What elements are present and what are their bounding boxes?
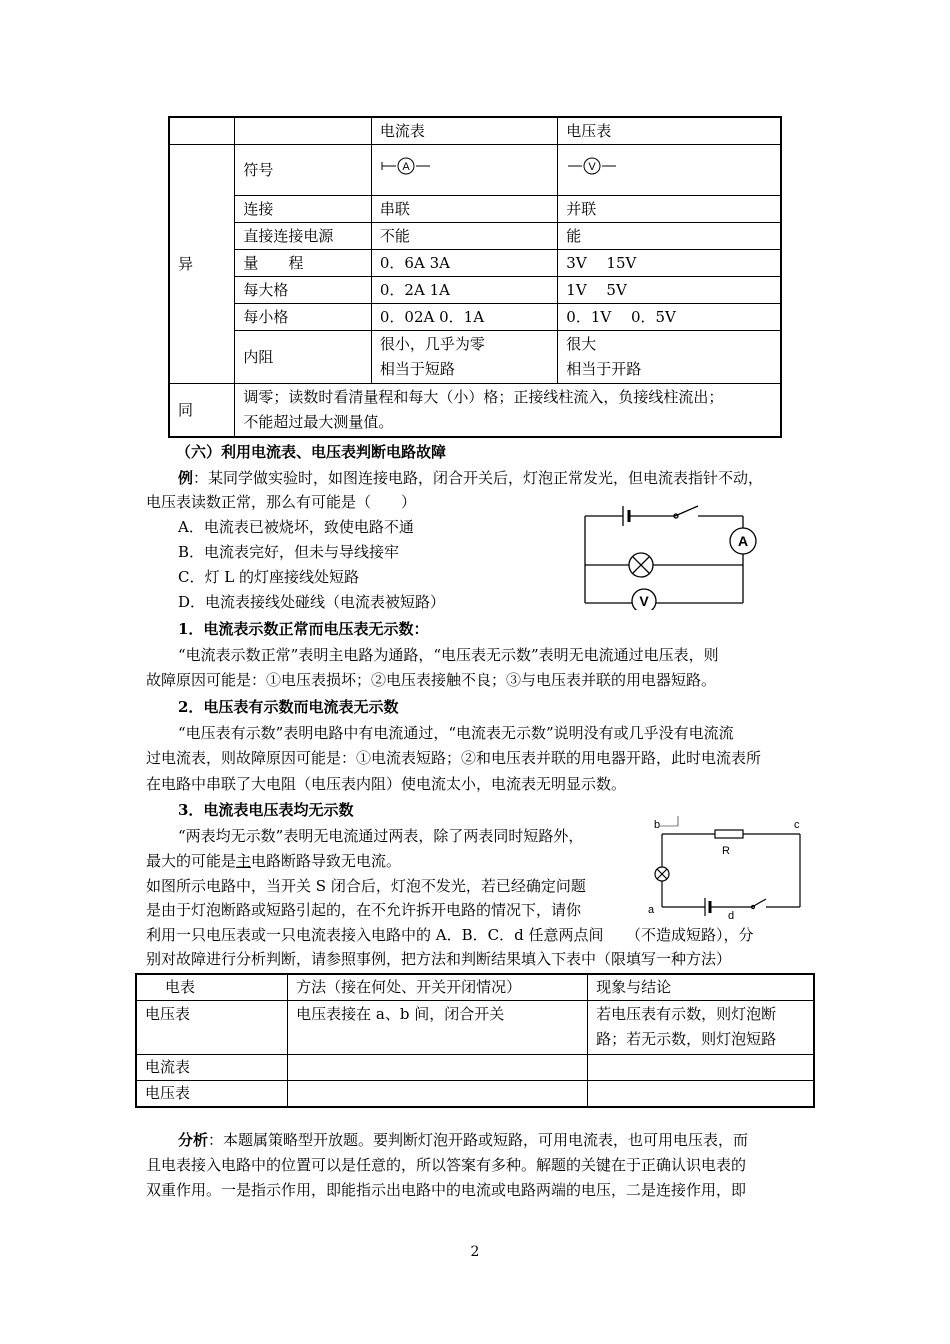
table-row <box>169 384 781 438</box>
option-a: A．电流表已被烧坏，致使电路不通 <box>178 518 414 536</box>
voltmeter-resistance-line1: 很大 <box>566 335 597 353</box>
table-row <box>169 250 781 277</box>
circuit2-label-a: a <box>648 904 655 916</box>
example-label: 例 <box>178 469 194 487</box>
ammeter-value <box>371 331 557 384</box>
header-meter: 电表 <box>136 974 288 1001</box>
point3-line-1: “两表均无示数”表明无电流通过两表，除了两表同时短路外， <box>178 827 584 845</box>
table-row <box>169 223 781 250</box>
table-row <box>169 277 781 304</box>
ammeter-value: 0．2A 1A <box>371 277 557 304</box>
voltmeter-value: 1V 5V <box>558 277 781 304</box>
table-row <box>136 1081 814 1108</box>
point2-line-2: 过电流表，则故障原因可能是：①电流表短路；②和电压表并联的用电器开路，此时电流表所 <box>146 749 762 767</box>
ammeter-value: 0．02A 0．1A <box>371 304 557 331</box>
point3-line-4: 是由于灯泡断路或短路引起的，在不允许拆开电路的情况下，请你 <box>146 901 582 919</box>
point3-line-3: 如图所示电路中，当开关 S 闭合后，灯泡不发光，若已经确定问题 <box>146 877 586 895</box>
circuit2-label-b: b <box>654 819 661 831</box>
result-cell[interactable] <box>588 1081 814 1108</box>
point3-line2-underlined: 主 <box>236 852 252 870</box>
method-cell[interactable] <box>288 1081 588 1108</box>
ammeter-value: 0．6A 3A <box>371 250 557 277</box>
circuit2-label-d: d <box>728 910 735 922</box>
meter-cell: 电流表 <box>136 1055 288 1081</box>
point3-line2-a: 最大的可能是 <box>146 852 237 870</box>
same-label: 同 <box>169 384 235 438</box>
row-label: 内阻 <box>235 331 372 384</box>
row-label: 量 程 <box>235 250 372 277</box>
point2-line-1: “电压表有示数”表明电路中有电流通过，“电流表无示数”说明没有或几乎没有电流流 <box>178 724 734 742</box>
ammeter-resistance-line2: 相当于短路 <box>379 360 455 378</box>
voltmeter-value: 0．1V 0．5V <box>558 304 781 331</box>
analysis-line-2: 且电表接入电路中的位置可以是任意的，所以答案有多种。解题的关键在于正确认识电表的 <box>146 1156 747 1174</box>
ammeter-symbol-cell <box>371 145 557 196</box>
ammeter-symbol-letter: A <box>402 161 410 173</box>
result-cell[interactable] <box>588 1055 814 1081</box>
section-title: （六）利用电流表、电压表判断电路故障 <box>176 443 447 461</box>
table-row <box>169 145 781 196</box>
voltmeter-symbol-letter: V <box>588 161 596 173</box>
example-line-1 <box>178 466 763 491</box>
result-line-2: 路；若无示数，则灯泡短路 <box>596 1030 777 1048</box>
point3-line2-b: 电路断路导致无电流。 <box>251 852 402 870</box>
circuit-diagram-2 <box>640 812 810 924</box>
option-b: B．电流表完好，但未与导线接牢 <box>178 543 400 561</box>
same-content <box>235 384 781 438</box>
voltmeter-value: 3V 15V <box>558 250 781 277</box>
point1-line-2: 故障原因可能是：①电压表损坏；②电压表接触不良；③与电压表并联的用电器短路。 <box>146 671 717 689</box>
method-cell: 电压表接在 a、b 间，闭合开关 <box>288 1001 588 1055</box>
header-result: 现象与结论 <box>588 974 814 1001</box>
fault-table <box>135 973 815 1108</box>
table-row <box>169 196 781 223</box>
voltmeter-symbol-icon <box>566 156 626 176</box>
page-number: 2 <box>470 1244 480 1260</box>
circuit1-ammeter-label: A <box>737 533 749 549</box>
voltmeter-value: 并联 <box>558 196 781 223</box>
point2-title: 2．电压表有示数而电流表无示数 <box>178 698 399 716</box>
header-method: 方法（接在何处、开关开闭情况） <box>288 974 588 1001</box>
result-cell <box>588 1001 814 1055</box>
point3-line-2 <box>146 849 401 874</box>
example-line-2: 电压表读数正常，那么有可能是（ ） <box>146 493 417 511</box>
point3-line-5: 利用一只电压表或一只电流表接入电路中的 A．B．C．d 任意两点间 （不造成短路），分 <box>146 926 754 944</box>
point1-title: 1．电流表示数正常而电压表无示数： <box>178 620 429 638</box>
voltmeter-value <box>558 331 781 384</box>
voltmeter-symbol-cell <box>558 145 781 196</box>
diff-label: 异 <box>169 145 235 384</box>
voltmeter-value: 能 <box>558 223 781 250</box>
analysis-line-1 <box>178 1128 748 1153</box>
circuit2-label-c: c <box>794 819 800 831</box>
voltmeter-resistance-line2: 相当于开路 <box>566 360 642 378</box>
row-label: 符号 <box>235 145 372 196</box>
method-cell[interactable] <box>288 1055 588 1081</box>
example-text-1: ：某同学做实验时，如图连接电路，闭合开关后，灯泡正常发光，但电流表指针不动， <box>193 469 764 487</box>
table-header-row <box>136 974 814 1001</box>
same-line-1: 调零；读数时看清量程和每大（小）格；正接线柱流入，负接线柱流出； <box>243 388 724 406</box>
analysis-label: 分析 <box>178 1131 209 1149</box>
table-header-row <box>169 117 781 145</box>
ammeter-value: 不能 <box>371 223 557 250</box>
circuit1-voltmeter-label: V <box>639 593 649 609</box>
row-label: 每小格 <box>235 304 372 331</box>
ammeter-symbol-icon <box>380 156 440 176</box>
point1-line-1: “电流表示数正常”表明主电路为通路，“电压表无示数”表明无电流通过电压表，则 <box>178 646 719 664</box>
option-d: D．电流表接线处碰线（电流表被短路） <box>178 593 446 611</box>
analysis-line-3: 双重作用。一是指示作用，即能指示出电路中的电流或电路两端的电压，二是连接作用，即 <box>146 1181 747 1199</box>
analysis-text-1: ：本题属策略型开放题。要判断灯泡开路或短路，可用电流表，也可用电压表，而 <box>208 1131 749 1149</box>
point3-title: 3．电流表电压表均无示数 <box>178 801 354 819</box>
header-voltmeter: 电压表 <box>558 117 781 145</box>
table-row <box>136 1001 814 1055</box>
header-cell <box>235 117 372 145</box>
table-row <box>169 331 781 384</box>
table-row <box>136 1055 814 1081</box>
option-c: C．灯 L 的灯座接线处短路 <box>178 568 359 586</box>
result-line-1: 若电压表有示数，则灯泡断 <box>596 1005 777 1023</box>
row-label: 直接连接电源 <box>235 223 372 250</box>
point2-line-3: 在电路中串联了大电阻（电压表内阻）使电流太小，电流表无明显示数。 <box>146 775 627 793</box>
meter-cell: 电压表 <box>136 1001 288 1055</box>
table-row <box>169 304 781 331</box>
comparison-table <box>168 116 782 438</box>
ammeter-resistance-line1: 很小，几乎为零 <box>379 335 485 353</box>
same-line-2: 不能超过最大测量值。 <box>243 413 394 431</box>
circuit2-label-r: R <box>722 845 730 857</box>
header-cell <box>169 117 235 145</box>
circuit-diagram-1 <box>580 500 770 610</box>
ammeter-value: 串联 <box>371 196 557 223</box>
row-label: 每大格 <box>235 277 372 304</box>
point3-line-6: 别对故障进行分析判断，请参照事例，把方法和判断结果填入下表中（限填写一种方法） <box>146 950 732 968</box>
header-ammeter: 电流表 <box>371 117 557 145</box>
row-label: 连接 <box>235 196 372 223</box>
meter-cell: 电压表 <box>136 1081 288 1108</box>
